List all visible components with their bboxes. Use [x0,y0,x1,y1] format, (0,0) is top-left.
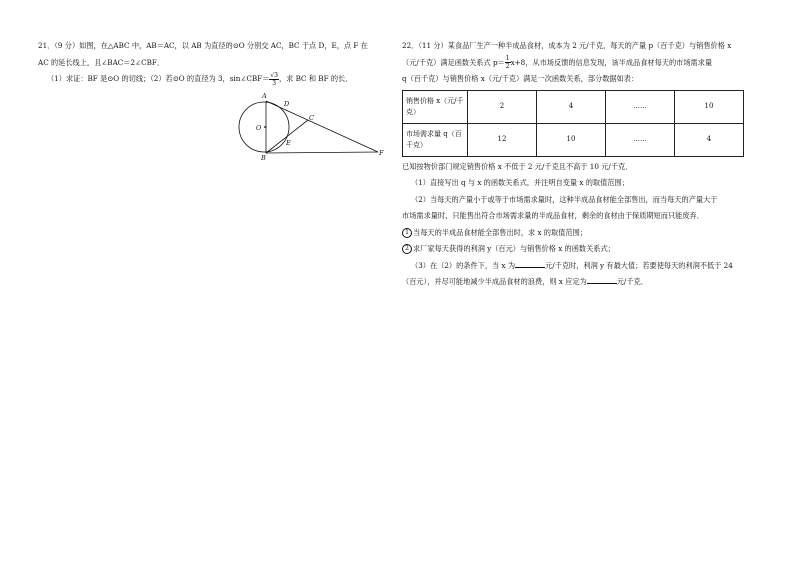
label-b: B [261,154,266,162]
question-21 [38,38,378,88]
answer-blank-2[interactable] [587,275,617,284]
table-cell: 2 [468,90,537,123]
q22-line-2-pre: （元/千克）满足函数关系式 p＝ [402,57,505,67]
q22-sub-1: （1）直接写出 q 与 x 的函数关系式，并注明自变量 x 的取值范围； [411,178,629,187]
q22-sub-2-ii-text: 求厂家每天获得的利润 y（百元）与销售价格 x 的函数关系式； [413,244,615,253]
center-point [264,126,266,128]
table-cell: 10 [675,90,744,123]
label-a: A [262,92,267,100]
label-o: O [256,124,262,132]
row-header-demand: 市场需求量 q（百千克） [403,123,468,156]
table-cell: 4 [675,123,744,156]
sin-fraction [269,72,279,87]
q21-parts [38,71,378,88]
geometry-figure [232,90,392,170]
q22-sub-2-i-text: 当每天的半成品食材能全部售出时，求 x 的取值范围； [413,227,587,237]
sin-fraction-denominator: 3 [272,79,277,87]
price-demand-table [402,90,744,157]
q22-line-2 [402,55,762,72]
q22-sub-3a [402,258,762,275]
q22-line-1: 22．（11 分）某食品厂生产一种半成品食材，成本为 2 元/千克，每天的产量 p（百千克）与销售价格 x [402,41,732,50]
q21-part-post: ，求 BC 和 BF 的长． [278,74,353,83]
circled-number-1: 1 [402,228,412,238]
q22-sub-3b-pre: （百元），并尽可能地减少半成品食材的浪费，则 x 应定为 [402,277,587,286]
q22-sub-2a: （2）当每天的产量小于或等于市场需求量时，这种半成品食材能全部售出，而当每天的产量大于 [411,194,718,204]
question-22 [402,38,762,291]
label-f: F [379,149,384,157]
circled-number-2: 2 [402,244,412,254]
table-cell: 4 [537,90,606,123]
q21-line-1: 21．（9 分）如图，在△ABC 中，AB＝AC，以 AB 为直径的⊙O 分别交 AC，BC 于点 D，E，点 F 在 [38,41,368,50]
q22-sub-3b [402,274,762,291]
segment-af [266,101,378,152]
segment-bf [266,152,378,153]
label-e: E [286,139,291,147]
q22-line-3: q（百千克）与销售价格 x（元/千克）满足一次函数关系，部分数据如表： [402,74,639,83]
q22-sub-3b-post: 元/千克． [616,277,648,286]
table-cell: 12 [468,123,537,156]
table-row [403,90,744,123]
q22-sub-3a-pre: （3）在（2）的条件下，当 x 为 [411,260,516,270]
circle-o [239,102,289,152]
p-fraction-denominator: 2 [505,63,510,70]
p-fraction-numerator: 1 [505,55,510,62]
answer-blank-1[interactable] [515,259,545,268]
q22-note: 已知按物价部门规定销售价格 x 不低于 2 元/千克且不高于 10 元/千克． [402,161,633,171]
table-cell: …… [606,90,675,123]
table-row [403,123,744,156]
table-cell: 10 [537,123,606,156]
sin-fraction-numerator: √3 [270,71,278,79]
table-cell: …… [606,123,675,156]
row-header-price: 销售价格 x（元/千克） [403,90,468,123]
q22-sub-2b: 市场需求量时，只能售出符合市场需求量的半成品食材，剩余的食材由于保质期短而只能废弃． [402,211,704,220]
q21-part-pre: （1）求证：BF 是⊙O 的切线；（2）若⊙O 的直径为 3，sin∠CBF＝ [47,74,270,83]
segment-bc [266,120,308,153]
q22-sub-2-i [402,225,762,242]
q22-sub-2-ii [402,241,762,258]
label-c: C [309,114,314,122]
q21-line-2: AC 的延长线上，且∠BAC＝2∠CBF． [38,57,165,67]
label-d: D [284,100,290,108]
q22-sub-3a-post: 元/千克时，利润 y 有最大值；若要使每天的利润不低于 24 [545,260,733,270]
q22-line-2-post: x+8，从市场反馈的信息发现，该半成品食材每天的市场需求量 [510,57,713,67]
